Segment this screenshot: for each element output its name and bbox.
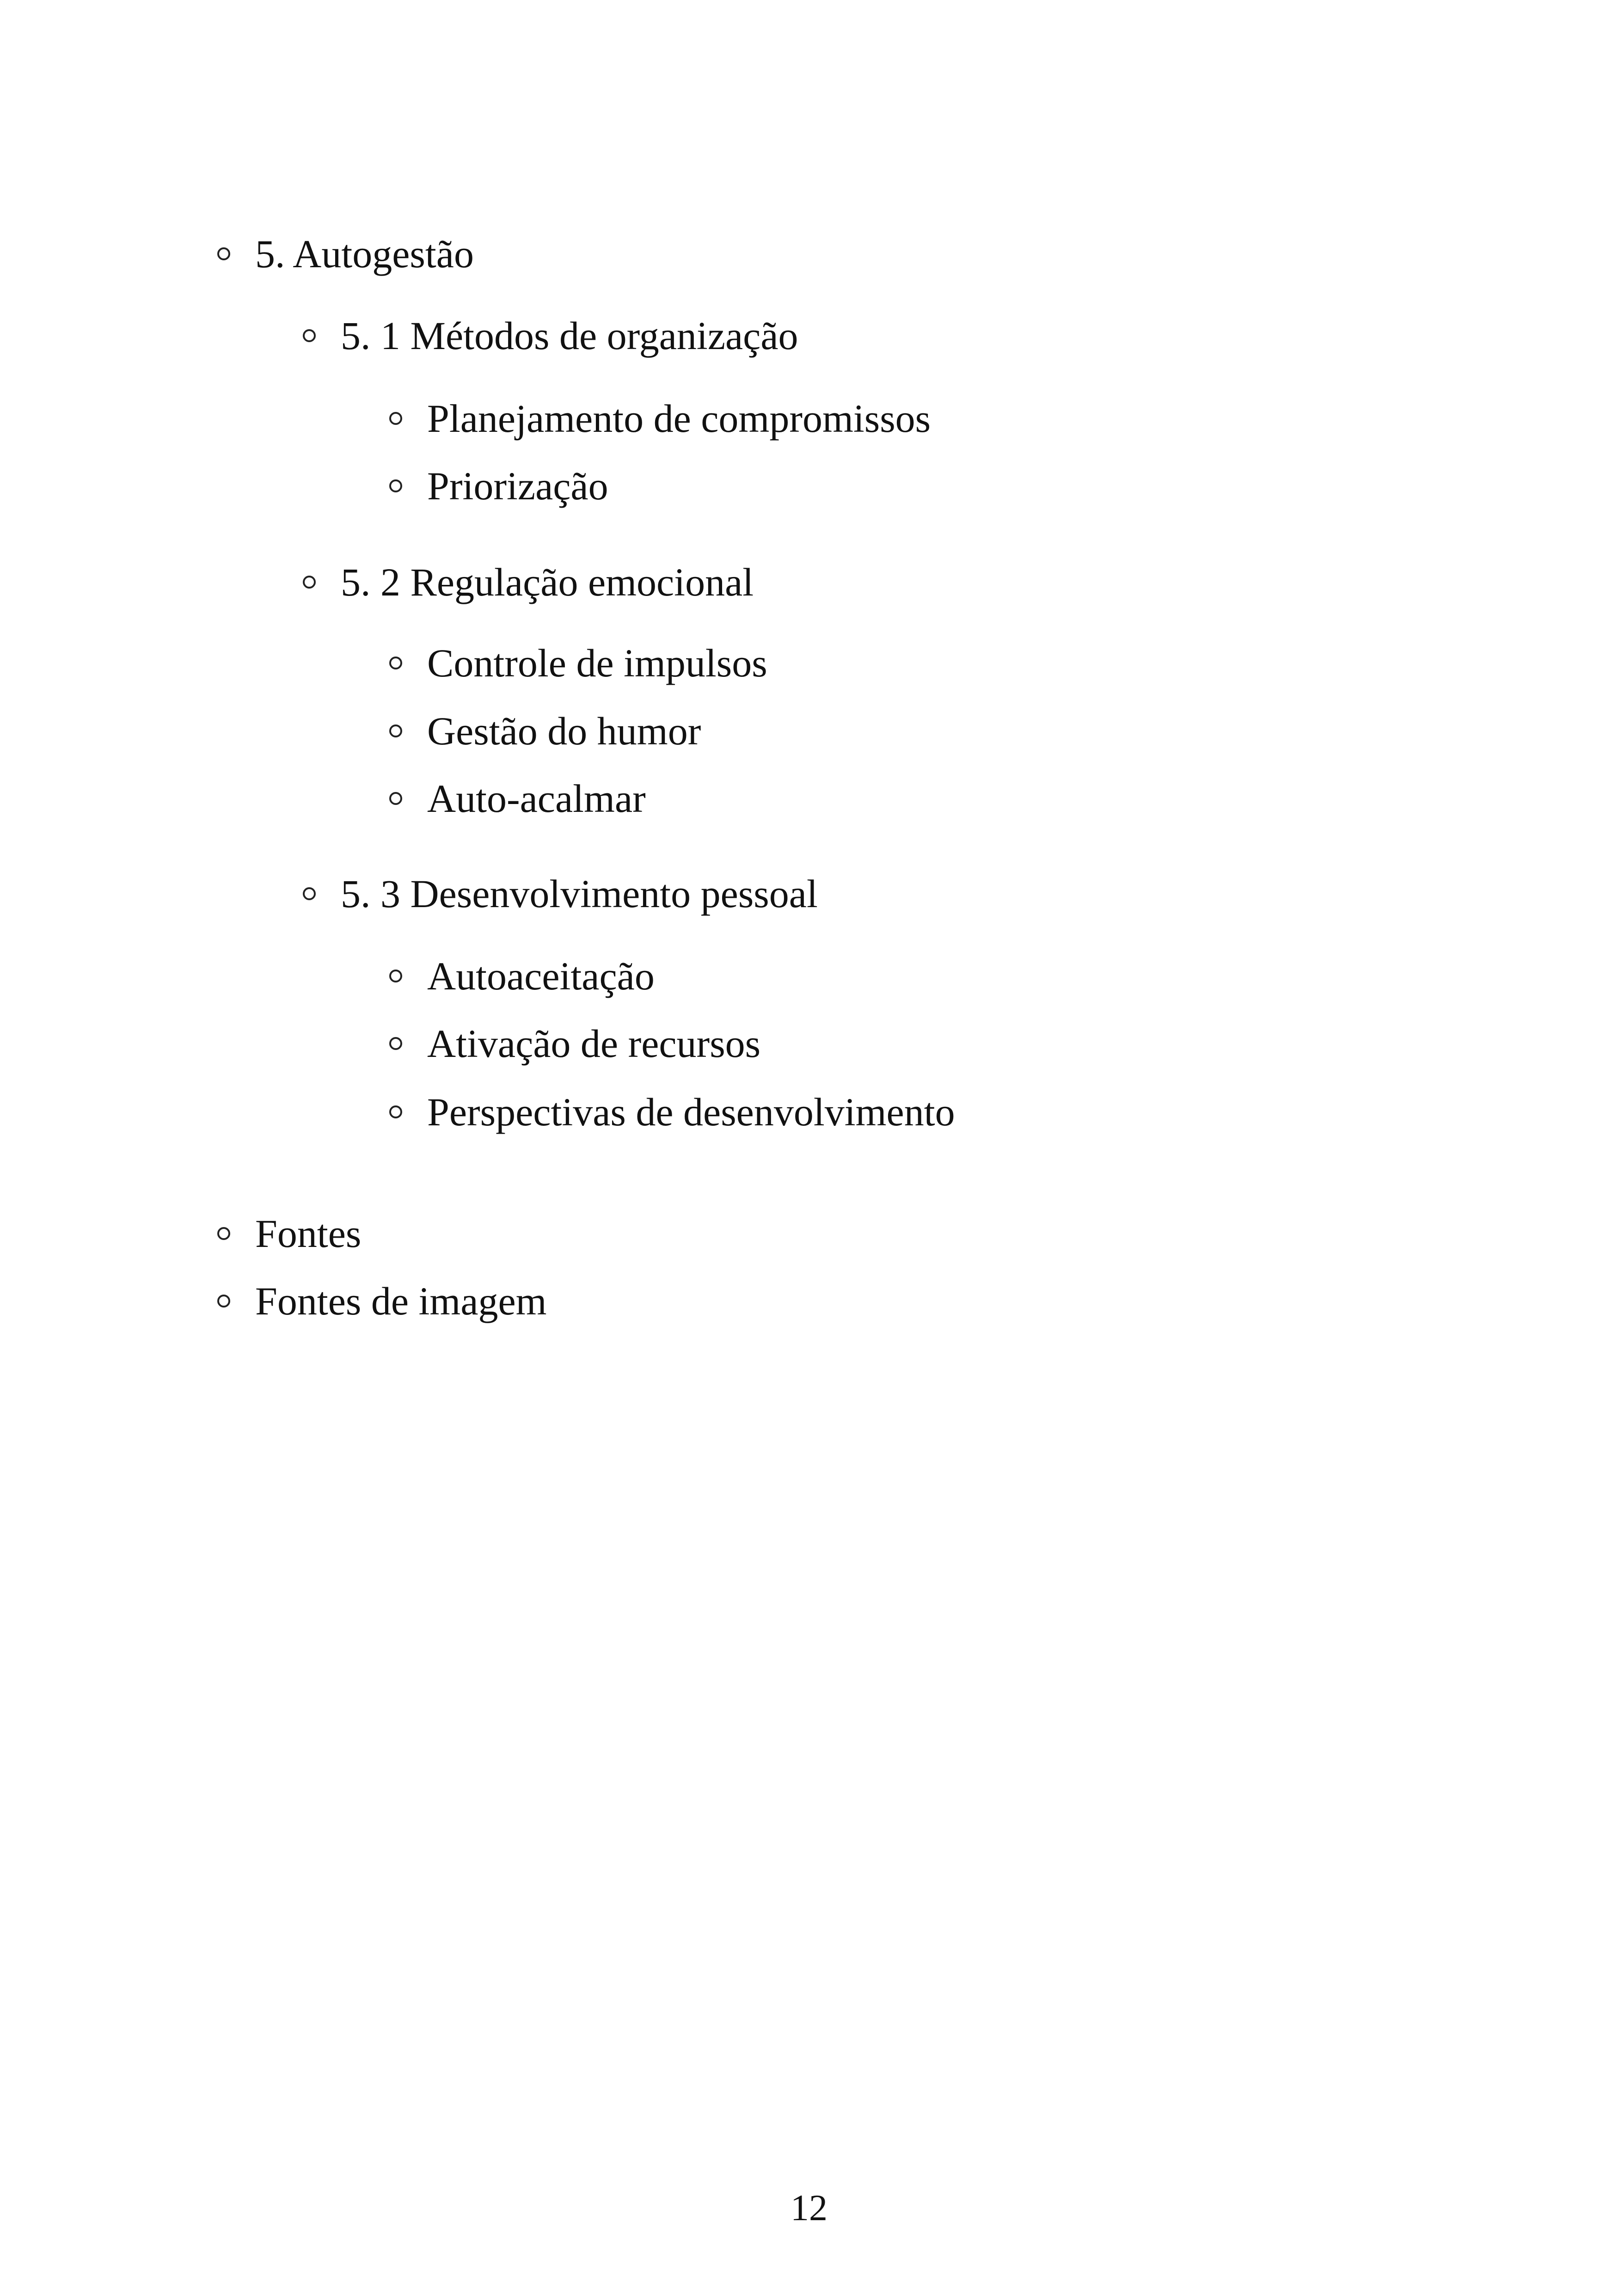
toc-item-label: 5. 2 Regulação emocional [341,560,754,604]
toc-item-priorizacao [389,466,608,506]
toc-item-label: Controle de impulsos [427,641,767,685]
toc-item-label: Perspectivas de desenvolvimento [427,1090,955,1134]
bullet-icon [389,970,402,982]
toc-item-autogestao [217,234,474,274]
toc-item-label: Ativação de recursos [427,1021,761,1066]
bullet-icon [389,1105,402,1118]
bullet-icon [389,724,402,737]
bullet-icon [389,792,402,805]
toc-item-label: Auto-acalmar [427,776,646,821]
toc-item-label: Priorização [427,464,608,508]
toc-item-label: 5. 1 Métodos de organização [341,313,798,358]
toc-item-autoaceitacao [389,956,655,996]
toc-item-label: Autoaceitação [427,954,655,998]
bullet-icon [389,657,402,669]
toc-item-desenvolvimento-pessoal [303,874,818,914]
page-number: 12 [791,2188,827,2228]
toc-item-planejamento [389,396,931,441]
toc-item-auto-acalmar [389,776,646,821]
bullet-icon [389,412,402,425]
bullet-icon [217,1295,230,1308]
bullet-icon [303,329,316,342]
toc-item-label: Fontes [255,1211,362,1256]
bullet-icon [217,1227,230,1240]
toc-item-metodos-organizacao [303,313,798,358]
bullet-icon [389,1037,402,1050]
toc-item-ativacao-recursos [389,1021,761,1066]
toc-item-label: 5. 3 Desenvolvimento pessoal [341,872,818,916]
bullet-icon [303,887,316,900]
toc-item-fontes-imagem [217,1281,547,1321]
toc-item-label: Planejamento de compromissos [427,396,931,441]
toc-item-label: Gestão do humor [427,709,701,753]
toc-item-gestao-humor [389,711,701,751]
bullet-icon [389,479,402,492]
toc-item-controle-impulsos [389,643,767,683]
toc-item-fontes [217,1211,362,1256]
toc-item-regulacao-emocional [303,562,754,602]
toc-item-label: 5. Autogestão [255,232,474,276]
bullet-icon [303,576,316,589]
toc-item-label: Fontes de imagem [255,1279,547,1323]
bullet-icon [217,247,230,260]
toc-item-perspectivas [389,1092,955,1132]
